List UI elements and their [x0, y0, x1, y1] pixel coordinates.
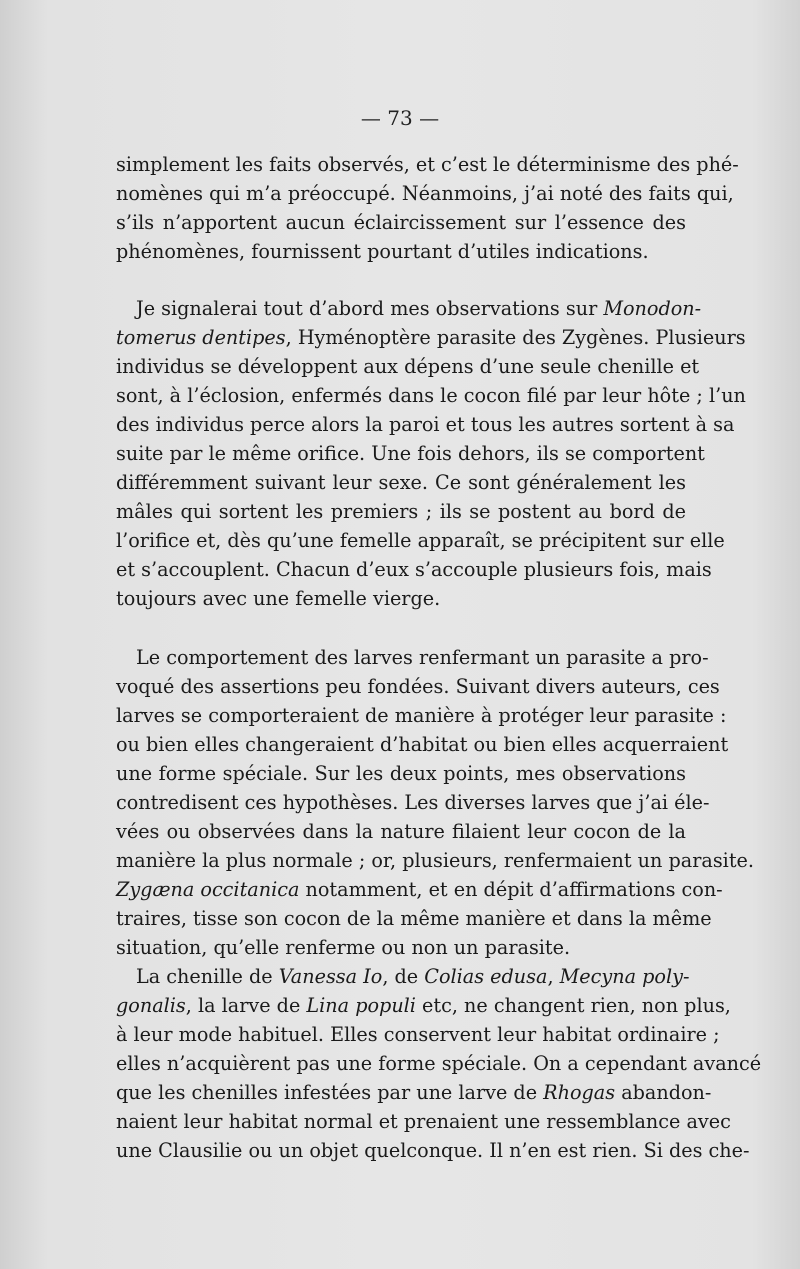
text-line: des individus perce alors la paroi et tous les autres sortent à sa: [116, 413, 735, 436]
text-line: manière la plus normale ; or, plusieurs, renfermaient un parasite.: [116, 849, 754, 872]
text-line: gonalis, la larve de Lina populi etc, ne changent rien, non plus,: [116, 994, 731, 1017]
text-line: Je signalerai tout d’abord mes observations sur Monodon-: [136, 297, 702, 320]
text-line: situation, qu’elle renferme ou non un parasite.: [116, 936, 571, 959]
text-line: à leur mode habituel. Elles conservent leur habitat ordinaire ;: [116, 1023, 720, 1046]
text-line: nomènes qui m’a préoccupé. Néanmoins, j’ai noté des faits qui,: [116, 182, 734, 205]
text-line: l’orifice et, dès qu’une femelle apparaît, se précipitent sur elle: [116, 529, 725, 552]
text-line: ou bien elles changeraient d’habitat ou bien elles acquerraient: [116, 733, 729, 756]
text-line: toujours avec une femelle vierge.: [116, 587, 441, 610]
text-line: que les chenilles infestées par une larve de Rhogas abandon-: [116, 1081, 712, 1104]
text-line: et s’accouplent. Chacun d’eux s’accouple plusieurs fois, mais: [116, 558, 712, 581]
text-line: individus se développent aux dépens d’une seule chenille et: [116, 355, 700, 378]
text-line: une forme spéciale. Sur les deux points, mes observations: [116, 762, 686, 785]
text-line: différemment suivant leur sexe. Ce sont généralement les: [116, 471, 686, 494]
text-line: Le comportement des larves renfermant un parasite a pro-: [136, 646, 709, 669]
text-line: suite par le même orifice. Une fois dehors, ils se comportent: [116, 442, 705, 465]
text-line: voqué des assertions peu fondées. Suivant divers auteurs, ces: [116, 675, 720, 698]
text-line: naient leur habitat normal et prenaient une ressemblance avec: [116, 1110, 731, 1133]
text-line: contredisent ces hypothèses. Les diverses larves que j’ai éle-: [116, 791, 710, 814]
text-line: tomerus dentipes, Hyménoptère parasite des Zygènes. Plusieurs: [116, 326, 746, 349]
text-line: Zygæna occitanica notamment, et en dépit d’affirmations con-: [116, 878, 723, 901]
text-line: larves se comporteraient de manière à protéger leur parasite :: [116, 704, 727, 727]
text-line: vées ou observées dans la nature filaient leur cocon de la: [116, 820, 686, 843]
text-line: mâles qui sortent les premiers ; ils se postent au bord de: [116, 500, 686, 523]
page-number: — 73 —: [360, 106, 440, 130]
text-line: simplement les faits observés, et c’est le déterminisme des phé-: [116, 153, 739, 176]
text-line: traires, tisse son cocon de la même manière et dans la même: [116, 907, 712, 930]
text-line: s’ils n’apportent aucun éclaircissement sur l’essence des: [116, 211, 686, 234]
text-line: une Clausilie ou un objet quelconque. Il n’en est rien. Si des che-: [116, 1139, 750, 1162]
text-line: sont, à l’éclosion, enfermés dans le cocon filé par leur hôte ; l’un: [116, 384, 746, 407]
text-line: elles n’acquièrent pas une forme spéciale. On a cependant avancé: [116, 1052, 762, 1075]
text-line: La chenille de Vanessa Io, de Colias edusa, Mecyna poly-: [136, 965, 690, 988]
text-line: phénomènes, fournissent pourtant d’utiles indications.: [116, 240, 649, 263]
